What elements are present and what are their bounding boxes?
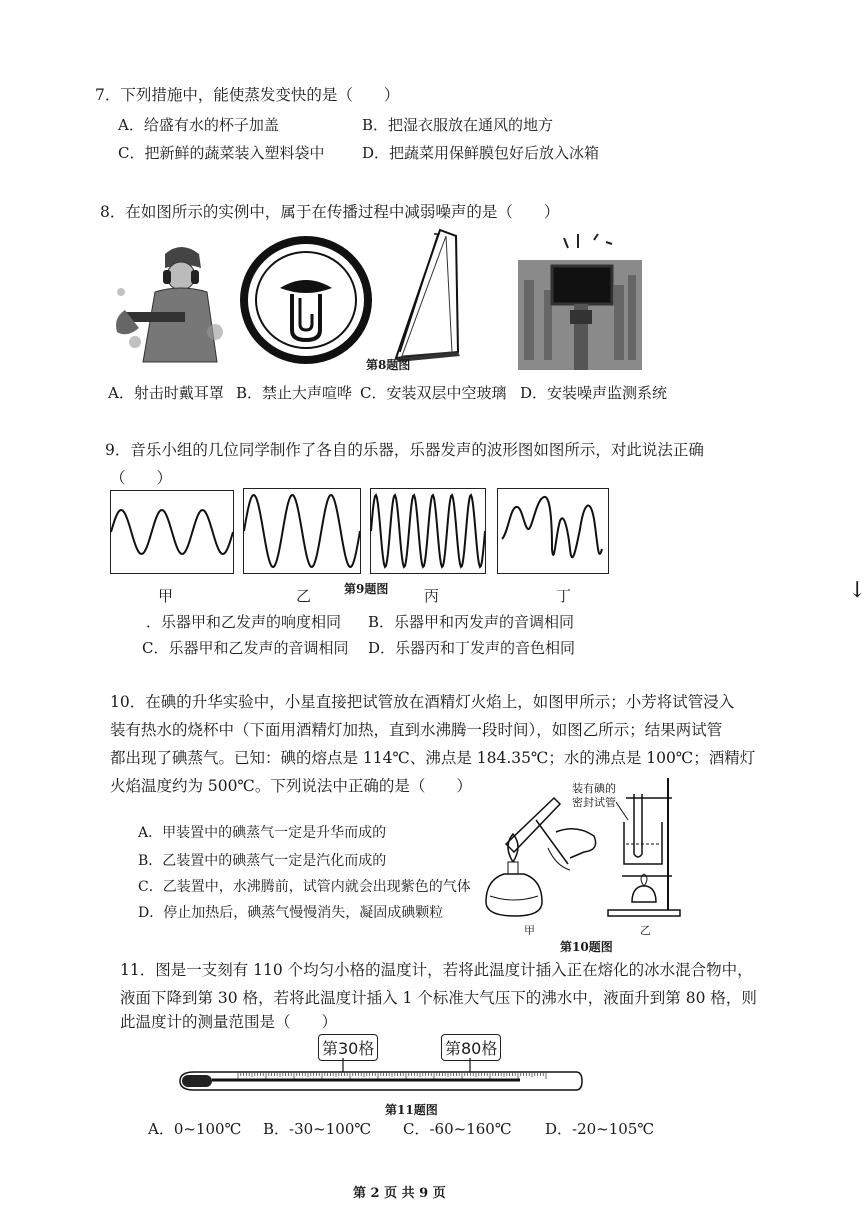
q8-caption: 第8题图 xyxy=(366,358,411,372)
q9-waveform-bing xyxy=(370,488,486,574)
q10-option-a: A．甲装置中的碘蒸气一定是升华而成的 xyxy=(138,825,387,841)
q9-option-b: B．乐器甲和丙发声的音调相同 xyxy=(368,613,575,631)
q11-line1: 11．图是一支刻有 110 个均匀小格的温度计，若将此温度计插入正在熔化的冰水混合物中， xyxy=(120,961,753,979)
q8-shooter-image xyxy=(105,232,235,367)
q9-option-c: C．乐器甲和乙发声的音调相同 xyxy=(142,639,349,657)
q10-apparatus-figure xyxy=(476,772,686,936)
q10-line2: 装有热水的烧杯中（下面用酒精灯加热，直到水沸腾一段时间），如图乙所示；结果两试管 xyxy=(110,721,723,739)
q10-option-c: C．乙装置中，水沸腾前，试管内就会出现紫色的气体 xyxy=(138,879,471,895)
q8-noise-monitor-image xyxy=(518,230,642,370)
q9-label-bing: 丙 xyxy=(424,587,440,605)
q11-tag-30: 第30格 xyxy=(318,1034,378,1061)
q8-quiet-sign-image xyxy=(240,236,372,364)
q7-option-d: D．把蔬菜用保鲜膜包好后放入冰箱 xyxy=(362,144,600,162)
q8-option-a: A．射击时戴耳罩 xyxy=(108,384,224,402)
q11-line2: 液面下降到第 30 格，若将此温度计插入 1 个标准大气压下的沸水中，液面升到第 80 格，则 xyxy=(120,989,757,1007)
q9-waveform-jia xyxy=(110,490,234,574)
q9-caption: 第9题图 xyxy=(344,582,389,596)
page-edge-mark: ↓ xyxy=(848,578,867,603)
q9-waveform-ding xyxy=(497,488,609,574)
q9-option-a: ．乐器甲和乙发声的响度相同 xyxy=(146,613,342,631)
q8-option-c: C．安装双层中空玻璃 xyxy=(360,384,507,402)
q10-option-d: D．停止加热后，碘蒸气慢慢消失，凝固成碘颗粒 xyxy=(138,905,444,921)
q11-option-c: C．-60~160℃ xyxy=(403,1120,512,1138)
q8-double-glass-image xyxy=(388,226,468,362)
q7-option-b: B．把湿衣服放在通风的地方 xyxy=(362,116,554,134)
q9-paren: （ ） xyxy=(110,469,173,487)
q10-fig-note2: 密封试管 xyxy=(572,796,616,809)
q10-line3: 都出现了碘蒸气。已知：碘的熔点是 114℃、沸点是 184.35℃；水的沸点是 100℃；酒精灯 xyxy=(110,749,756,767)
q7-option-a: A．给盛有水的杯子加盖 xyxy=(118,116,279,134)
q9-label-ding: 丁 xyxy=(556,587,572,605)
q11-caption: 第11题图 xyxy=(385,1103,438,1117)
q9-label-yi: 乙 xyxy=(296,587,312,605)
q10-fig-label-yi: 乙 xyxy=(640,924,651,937)
q10-option-b: B．乙装置中的碘蒸气一定是汽化而成的 xyxy=(138,853,387,869)
q11-tag-80: 第80格 xyxy=(441,1034,501,1061)
q11-option-b: B．-30~100℃ xyxy=(263,1120,372,1138)
q10-fig-note1: 装有碘的 xyxy=(572,782,616,795)
q7-option-c: C．把新鲜的蔬菜装入塑料袋中 xyxy=(118,144,325,162)
q8-stem: 8．在如图所示的实例中，属于在传播过程中减弱噪声的是（ ） xyxy=(100,203,560,221)
q9-waveform-yi xyxy=(243,488,361,574)
q9-option-d: D．乐器丙和丁发声的音色相同 xyxy=(368,639,576,657)
q10-fig-label-jia: 甲 xyxy=(524,924,535,937)
q11-option-d: D．-20~105℃ xyxy=(545,1120,655,1138)
q8-option-b: B．禁止大声喧哗 xyxy=(236,384,353,402)
q9-label-jia: 甲 xyxy=(158,587,174,605)
q10-caption: 第10题图 xyxy=(560,940,613,954)
q7-stem: 7．下列措施中，能使蒸发变快的是（ ） xyxy=(95,86,400,104)
q8-option-d: D．安装噪声监测系统 xyxy=(520,384,668,402)
q11-line3: 此温度计的测量范围是（ ） xyxy=(120,1013,338,1031)
page-footer: 第 2 页 共 9 页 xyxy=(353,1186,446,1201)
q11-thermometer xyxy=(178,1058,583,1094)
q11-option-a: A．0~100℃ xyxy=(148,1120,242,1138)
q10-line4: 火焰温度约为 500℃。下列说法中正确的是（ ） xyxy=(110,777,472,795)
q9-stem: 9．音乐小组的几位同学制作了各自的乐器，乐器发声的波形图如图所示，对此说法正确 xyxy=(105,441,704,459)
q10-line1: 10．在碘的升华实验中，小星直接把试管放在酒精灯火焰上，如图甲所示；小芳将试管浸入 xyxy=(110,693,735,711)
